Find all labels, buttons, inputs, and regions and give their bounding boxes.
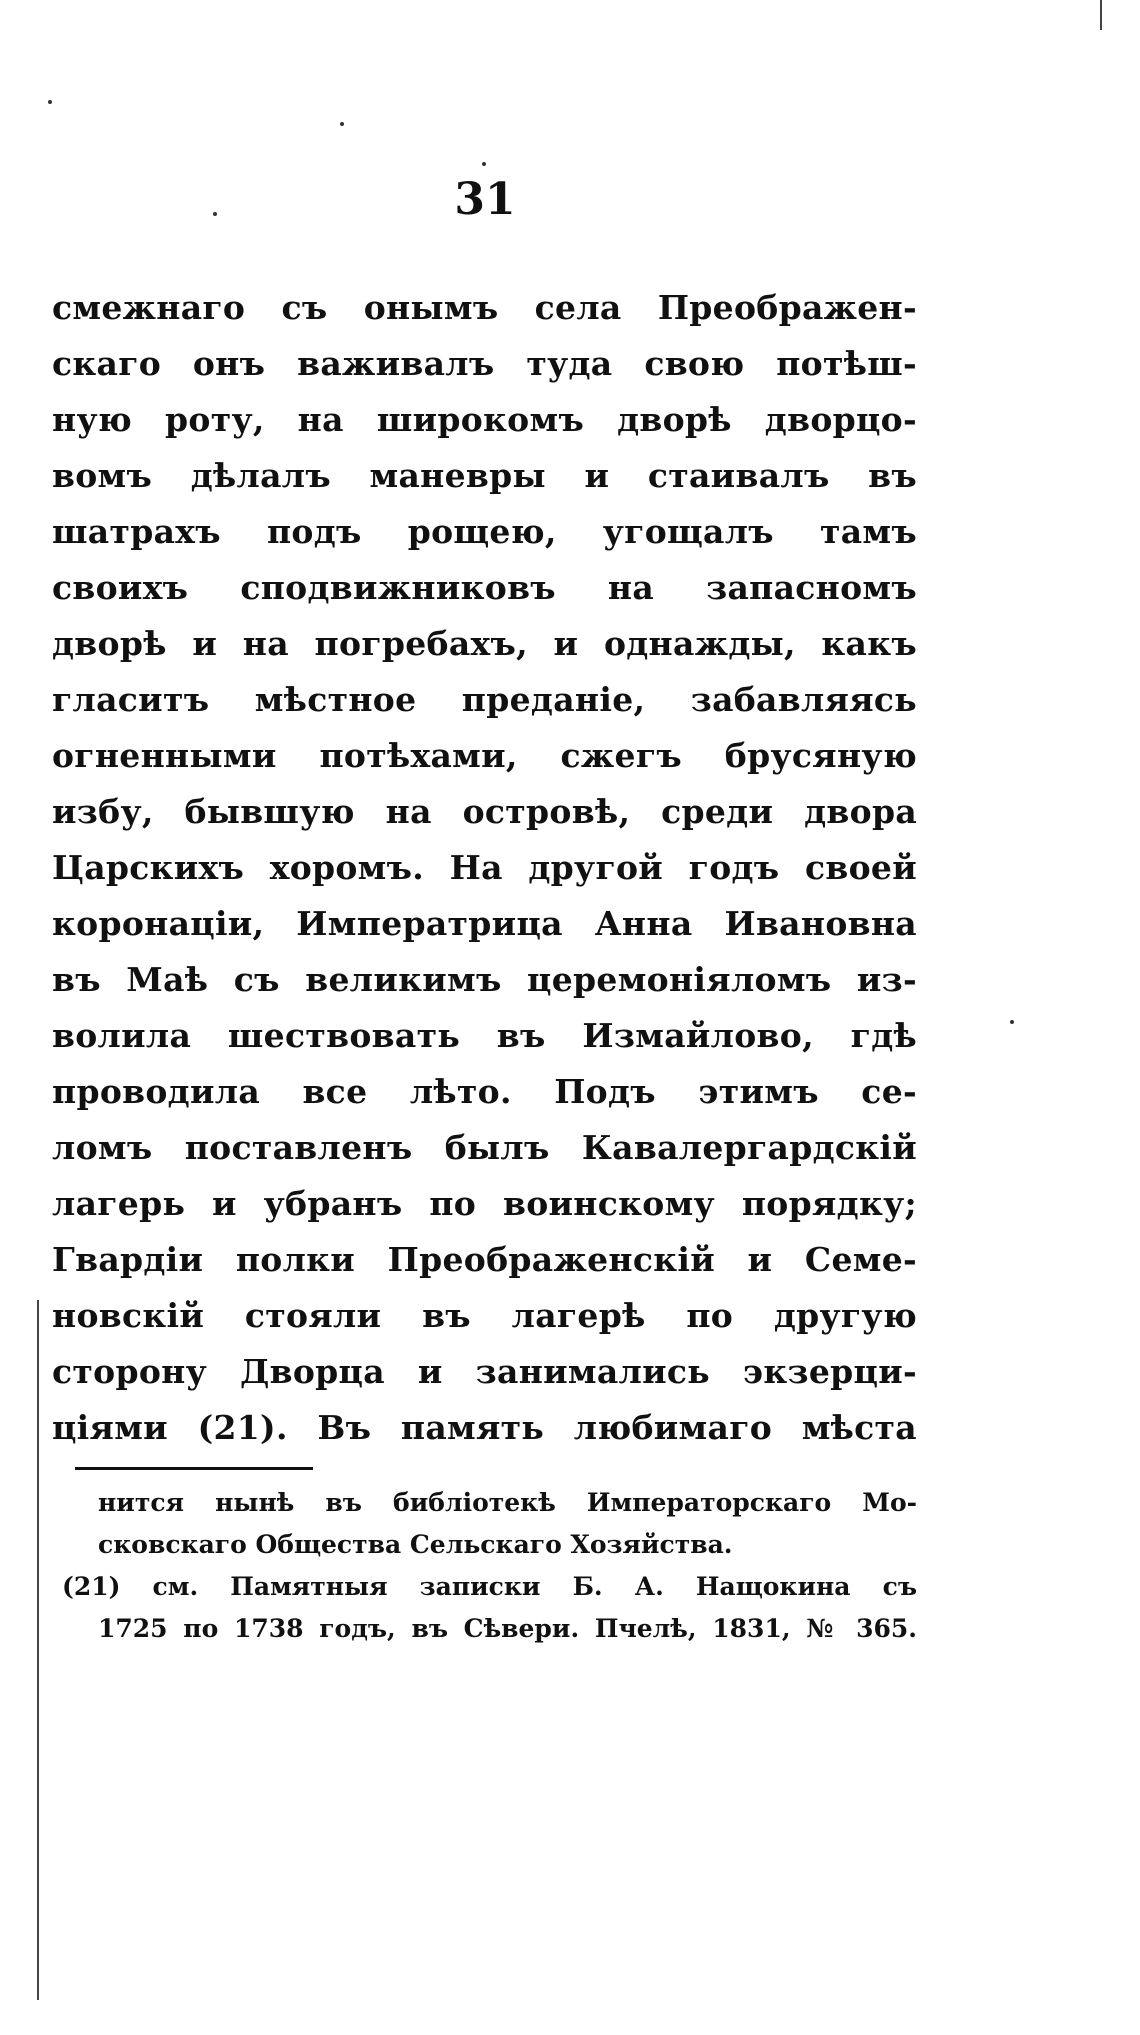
page-number: 31 xyxy=(454,174,516,225)
text-line: шатрахъ подъ рощею, угощалъ тамъ xyxy=(52,512,917,551)
footnote-separator xyxy=(75,1467,313,1470)
text-line: ломъ поставленъ былъ Кавалергардскій xyxy=(52,1128,917,1167)
text-line: новскій стояли въ лагерѣ по другую xyxy=(52,1296,917,1335)
paper-speck xyxy=(340,122,344,126)
text-line: лагерь и убранъ по воинскому порядку; xyxy=(52,1184,917,1223)
paper-speck xyxy=(48,100,52,104)
text-line: гласитъ мѣстное преданіе, забавляясь xyxy=(52,680,917,719)
text-line: въ Маѣ съ великимъ церемоніяломъ из- xyxy=(52,960,917,999)
text-line: Гвардіи полки Преображенскій и Семе- xyxy=(52,1240,917,1279)
text-line: смежнаго съ онымъ села Преображен- xyxy=(52,288,917,327)
page-edge-left xyxy=(37,1300,39,2000)
footnote-line: сковскаго Общества Сельскаго Хозяйства. xyxy=(98,1530,733,1559)
text-line: проводила все лѣто. Подъ этимъ се- xyxy=(52,1072,917,1111)
footnote-line: 1725 по 1738 годъ, въ Сѣвери. Пчелѣ, 1831, № 365. xyxy=(98,1614,917,1643)
footnote-line: нится нынѣ въ библіотекѣ Императорскаго Мо- xyxy=(98,1488,917,1517)
text-line: волила шествовать въ Измайлово, гдѣ xyxy=(52,1016,917,1055)
text-line: сторону Дворца и занимались экзерци- xyxy=(52,1352,917,1391)
text-line: коронаціи, Императрица Анна Ивановна xyxy=(52,904,917,943)
text-line: избу, бывшую на островѣ, среди двора xyxy=(52,792,917,831)
text-line: скаго онъ важивалъ туда свою потѣш- xyxy=(52,344,917,383)
text-line: своихъ сподвижниковъ на запасномъ xyxy=(52,568,917,607)
page-edge-right xyxy=(1100,0,1102,30)
text-line: вомъ дѣлалъ маневры и стаивалъ въ xyxy=(52,456,917,495)
footnote-line: (21) см. Памятныя записки Б. А. Нащокина съ xyxy=(62,1572,917,1601)
text-line: огненными потѣхами, сжегъ брусяную xyxy=(52,736,917,775)
text-line: дворѣ и на погребахъ, и однажды, какъ xyxy=(52,624,917,663)
paper-speck xyxy=(482,162,486,166)
paper-speck xyxy=(1010,1020,1014,1024)
body-text xyxy=(52,280,917,1456)
text-line: Царскихъ хоромъ. На другой годъ своей xyxy=(52,848,917,887)
text-line: ціями (21). Въ память любимаго мѣста xyxy=(52,1408,917,1447)
footnotes xyxy=(62,1482,917,1650)
text-line: ную роту, на широкомъ дворѣ дворцо- xyxy=(52,400,917,439)
